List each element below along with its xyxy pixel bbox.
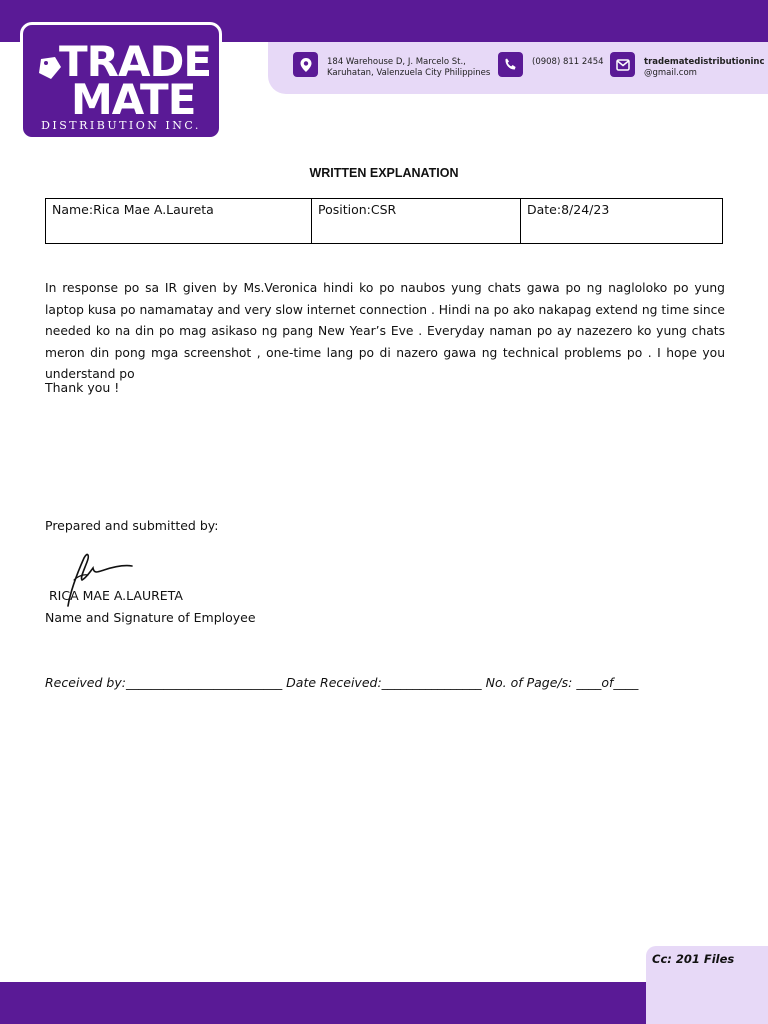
phone-icon (498, 52, 523, 77)
closing-text: Thank you ! (45, 380, 120, 395)
name-cell: Name:Rica Mae A.Laureta (46, 199, 312, 244)
company-logo (20, 22, 222, 140)
date-cell: Date:8/24/23 (521, 199, 723, 244)
received-by-line: Received by:_________________________ Date Received:________________ No. of Page/s: ____of____ (45, 675, 639, 690)
phone-text: (0908) 811 2454 (532, 57, 604, 67)
logo-subtitle: DISTRIBUTION INC. (41, 119, 201, 132)
email-icon (610, 52, 635, 77)
employee-caption: Name and Signature of Employee (45, 610, 256, 625)
explanation-body: In response po sa IR given by Ms.Veronica hindi ko po naubos yung chats gawa po ng nagloloko po yung laptop kusa po namamatay and very slow internet connection . Hindi na po ako nakapag extend ng time since needed ko na din po mag asikaso ng pang New Year’s Eve . Everyday naman po ay nazezero ko yung chats meron din pong mga screenshot , one-time lang po di nazero gawa ng technical problems po . I hope you understand po (45, 281, 725, 381)
location-pin-icon (293, 52, 318, 77)
logo-line1: TRADE (59, 37, 212, 86)
logo-line2: MATE (71, 75, 196, 124)
contact-bar (268, 42, 768, 94)
prepared-label: Prepared and submitted by: (45, 518, 219, 533)
cc-box (646, 946, 768, 1024)
email-text: tradematedistributioninc @gmail.com (644, 57, 765, 78)
employee-signature (60, 548, 140, 614)
position-cell: Position:CSR (312, 199, 521, 244)
document-title: WRITTEN EXPLANATION (309, 166, 459, 180)
cc-text: Cc: 201 Files (652, 952, 735, 966)
address-text: 184 Warehouse D, J. Marcelo St., Karuhatan, Valenzuela City Philippines (327, 57, 491, 78)
employee-name: RICA MAE A.LAURETA (49, 588, 183, 603)
employee-info-table (45, 198, 723, 244)
